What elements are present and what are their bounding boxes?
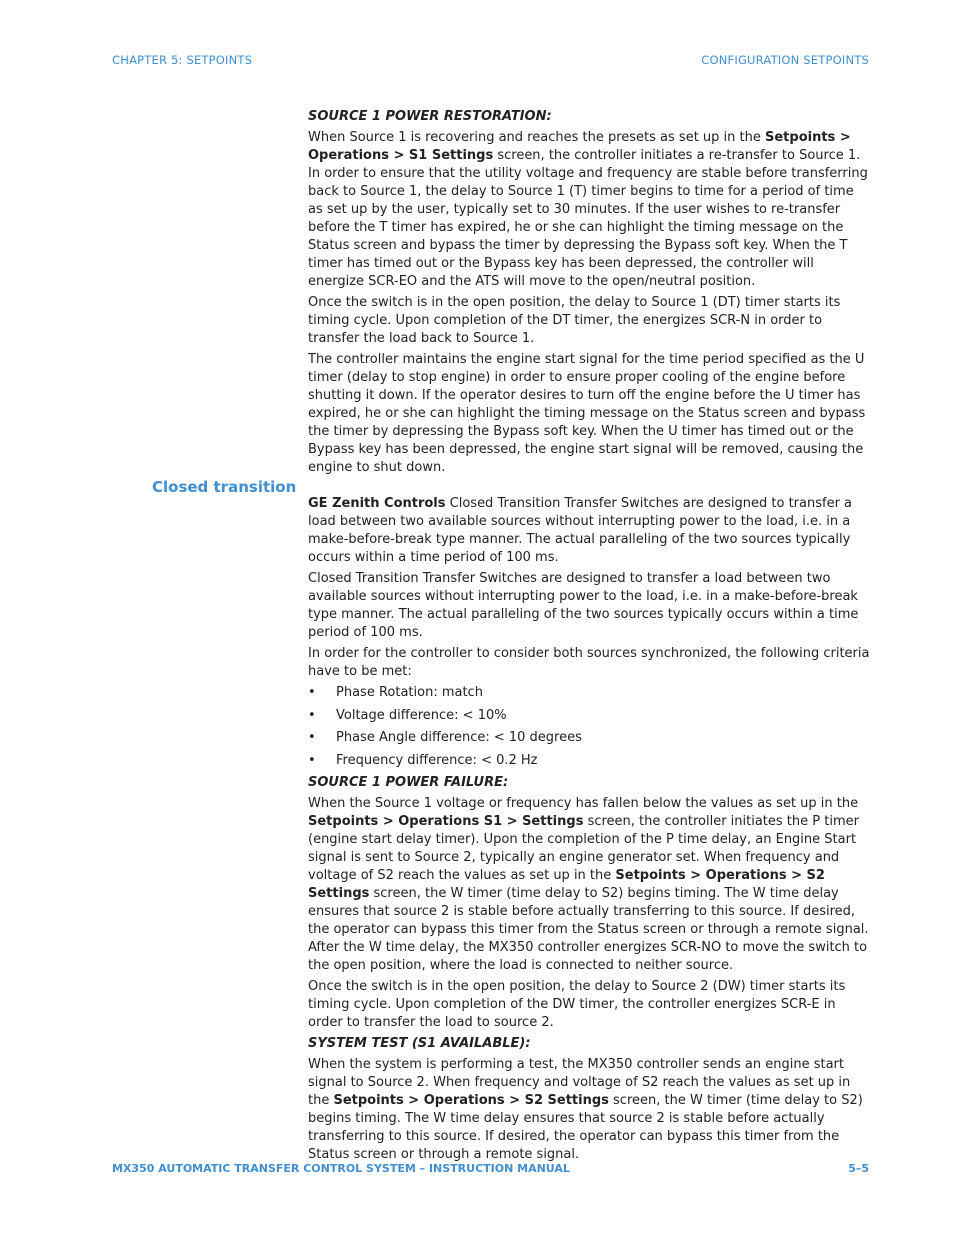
- subheading-source1-restoration: SOURCE 1 POWER RESTORATION:: [308, 109, 552, 124]
- failure-paragraph-2: Once the switch is in the open position, the delay to Source 2 (DW) timer starts its timing cycle. Upon completion of the DW timer, the controller energizes SCR-E in order to transfer the load to source 2.: [308, 979, 846, 1030]
- section-heading-closed-transition: Closed transition: [152, 478, 297, 496]
- restoration-paragraph-3: The controller maintains the engine start signal for the time period specified as the U timer (delay to stop engine) in order to ensure proper cooling of the engine before shutting it down. If the operator desires to turn off the engine before the U timer has expired, he or she can highlight the timing message on the Status screen and bypass the timer by depressing the Bypass soft key. When the U timer has timed out or the Bypass key has been depressed, the engine start signal will be removed, causing the engine to shut down.: [308, 352, 866, 475]
- footer-page-number: 5–5: [848, 1162, 869, 1175]
- list-item: • Frequency difference: < 0.2 Hz: [308, 752, 538, 768]
- list-item: • Phase Rotation: match: [308, 685, 483, 700]
- systest-paragraph-1: When the system is performing a test, the MX350 controller sends an engine start signal to Source 2. When frequency and voltage of S2 reach the values as set up in the Setpoints > Operations > S2 Settings screen, the W timer (time delay to S2) begins timing. The W time delay ensures that source 2 is stable before actually transferring to this source. If desired, the operator can bypass this timer from the Status screen or through a remote signal.: [308, 1057, 863, 1162]
- bullet: •: [308, 707, 316, 723]
- restoration-paragraph-2: Once the switch is in the open position, the delay to Source 1 (DT) timer starts its timing cycle. Upon completion of the DT timer, the energizes SCR-N in order to transfer the load back to Source 1.: [308, 295, 841, 346]
- failure-paragraph-1: When the Source 1 voltage or frequency has fallen below the values as set up in the Setpoints > Operations S1 > Settings screen, the controller initiates the P timer (engine start delay timer). Upon the completion of the P time delay, an Engine Start signal is sent to Source 2, typically an engine generator set. When frequency and voltage of S2 reach the values as set up in the Setpoints > Operations > S2 Settings screen, the W timer (time delay to S2) begins timing. The W time delay ensures that source 2 is stable before actually transferring to this source. If desired, the operator can bypass this timer from the Status screen or through a remote signal. After the W time delay, the MX350 controller energizes SCR-NO to move the switch to the open position, where the load is connected to neither source.: [308, 796, 869, 973]
- footer-manual-title: MX350 AUTOMATIC TRANSFER CONTROL SYSTEM – INSTRUCTION MANUAL: [112, 1162, 570, 1175]
- list-item: • Voltage difference: < 10%: [308, 707, 507, 723]
- bullet: •: [308, 730, 316, 745]
- bullet: •: [308, 752, 316, 768]
- closed-paragraph-3: In order for the controller to consider both sources synchronized, the following criteria have to be met:: [308, 646, 870, 679]
- subheading-system-test: SYSTEM TEST (S1 AVAILABLE):: [308, 1036, 531, 1051]
- list-item: • Phase Angle difference: < 10 degrees: [308, 730, 582, 745]
- subheading-source1-failure: SOURCE 1 POWER FAILURE:: [308, 775, 509, 790]
- closed-paragraph-2: Closed Transition Transfer Switches are designed to transfer a load between two available sources without interrupting power to the load, i.e. in a make-before-break type manner. The actual paralleling of the two sources typically occurs within a time period of 100 ms.: [308, 571, 859, 640]
- restoration-paragraph-1: When Source 1 is recovering and reaches the presets as set up in the Setpoints > Operations > S1 Settings screen, the controller initiates a re-transfer to Source 1. In order to ensure that the utility voltage and frequency are stable before transferring back to Source 1, the delay to Source 1 (T) timer begins to time for a period of time as set up by the user, typically set to 30 minutes. If the user wishes to re-transfer before the T timer has expired, he or she can highlight the timing message on the Status screen and bypass the timer by depressing the Bypass soft key. When the T timer has timed out or the Bypass key has been depressed, the controller will energize SCR-EO and the ATS will move to the open/neutral position.: [308, 130, 868, 289]
- sync-criteria-list: [308, 684, 870, 770]
- main-content: [308, 108, 870, 1167]
- header-chapter: CHAPTER 5: SETPOINTS: [112, 53, 253, 67]
- header-section: CONFIGURATION SETPOINTS: [701, 53, 869, 67]
- bullet: •: [308, 685, 316, 700]
- closed-paragraph-1: GE Zenith Controls Closed Transition Transfer Switches are designed to transfer a load between two available sources without interrupting power to the load, i.e. in a make-before-break type manner. The actual paralleling of the two sources typically occurs within a time period of 100 ms.: [308, 496, 853, 565]
